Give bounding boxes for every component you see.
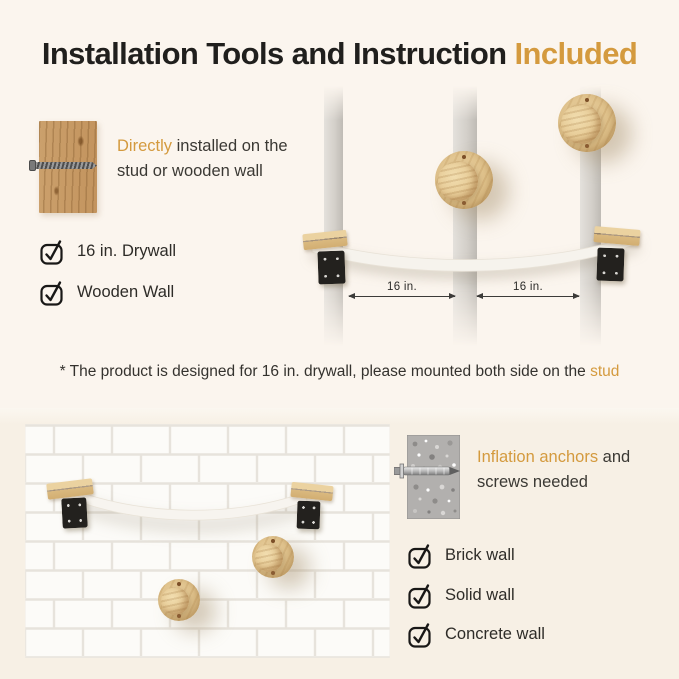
- stud-feature-highlight: Directly: [117, 137, 173, 155]
- metal-bracket-graphic: [297, 501, 321, 530]
- dimension-label: 16 in.: [387, 281, 417, 293]
- knob-cylinder: [561, 104, 600, 143]
- checklist-label: Solid wall: [445, 586, 515, 604]
- metal-bracket-graphic: [317, 251, 345, 285]
- dimension-arrow-line: [349, 296, 455, 297]
- expansion-anchor-icon: [394, 463, 462, 479]
- checklist-item-wooden-wall: [40, 279, 174, 306]
- anchor-feature-rest: and screws needed: [477, 448, 631, 491]
- metal-bracket-graphic: [596, 248, 624, 282]
- checklist-label: 16 in. Drywall: [77, 242, 177, 260]
- dimension-label: 16 in.: [513, 281, 543, 293]
- wood-step-knob-graphic: [252, 536, 294, 578]
- checked-checkbox-icon: [40, 238, 64, 265]
- screw-head-icon: [29, 160, 36, 171]
- knob-cylinder: [161, 587, 190, 616]
- stud-feature-rest: installed on the stud or wooden wall: [117, 137, 288, 180]
- checklist-label: Brick wall: [445, 546, 515, 564]
- footnote-text: [0, 363, 679, 381]
- wood-step-knob-graphic: [158, 579, 200, 621]
- footnote-main: * The product is designed for 16 in. drywall, please mounted both side on the: [59, 363, 591, 380]
- brick-wall-photo: [25, 424, 390, 658]
- knob-cylinder: [255, 544, 284, 573]
- checked-checkbox-icon: [408, 542, 432, 569]
- screw-icon: [29, 160, 97, 171]
- screw-thread-icon: [36, 162, 97, 169]
- dimension-left: [349, 281, 455, 297]
- checked-checkbox-icon: [40, 279, 64, 306]
- page-title-text: Installation Tools and Instruction: [41, 36, 515, 71]
- checked-checkbox-icon: [408, 621, 432, 648]
- wood-step-knob-graphic: [435, 151, 493, 209]
- wood-step-knob-graphic: [558, 94, 616, 152]
- knob-cylinder: [438, 161, 477, 200]
- dimension-arrow-line: [477, 296, 579, 297]
- dimension-right: [477, 281, 579, 297]
- checked-checkbox-icon: [408, 582, 432, 609]
- checklist-label: Wooden Wall: [77, 283, 175, 301]
- checklist-item-drywall: [40, 238, 176, 265]
- anchor-feature-highlight: Inflation anchors: [477, 448, 599, 466]
- anchor-feature-text: [477, 445, 673, 495]
- checklist-item-solid-wall: [408, 582, 515, 609]
- footnote-highlight: stud: [590, 363, 620, 380]
- checklist-item-brick-wall: [408, 542, 515, 569]
- checklist-item-concrete-wall: [408, 621, 545, 648]
- wall-stud-graphic: [324, 86, 343, 346]
- page-title-highlight: Included: [514, 36, 638, 71]
- metal-bracket-graphic: [61, 497, 88, 528]
- stud-feature-text: [117, 134, 299, 184]
- wall-stud-graphic: [453, 86, 477, 346]
- checklist-label: Concrete wall: [445, 625, 545, 643]
- page-title: [0, 36, 679, 72]
